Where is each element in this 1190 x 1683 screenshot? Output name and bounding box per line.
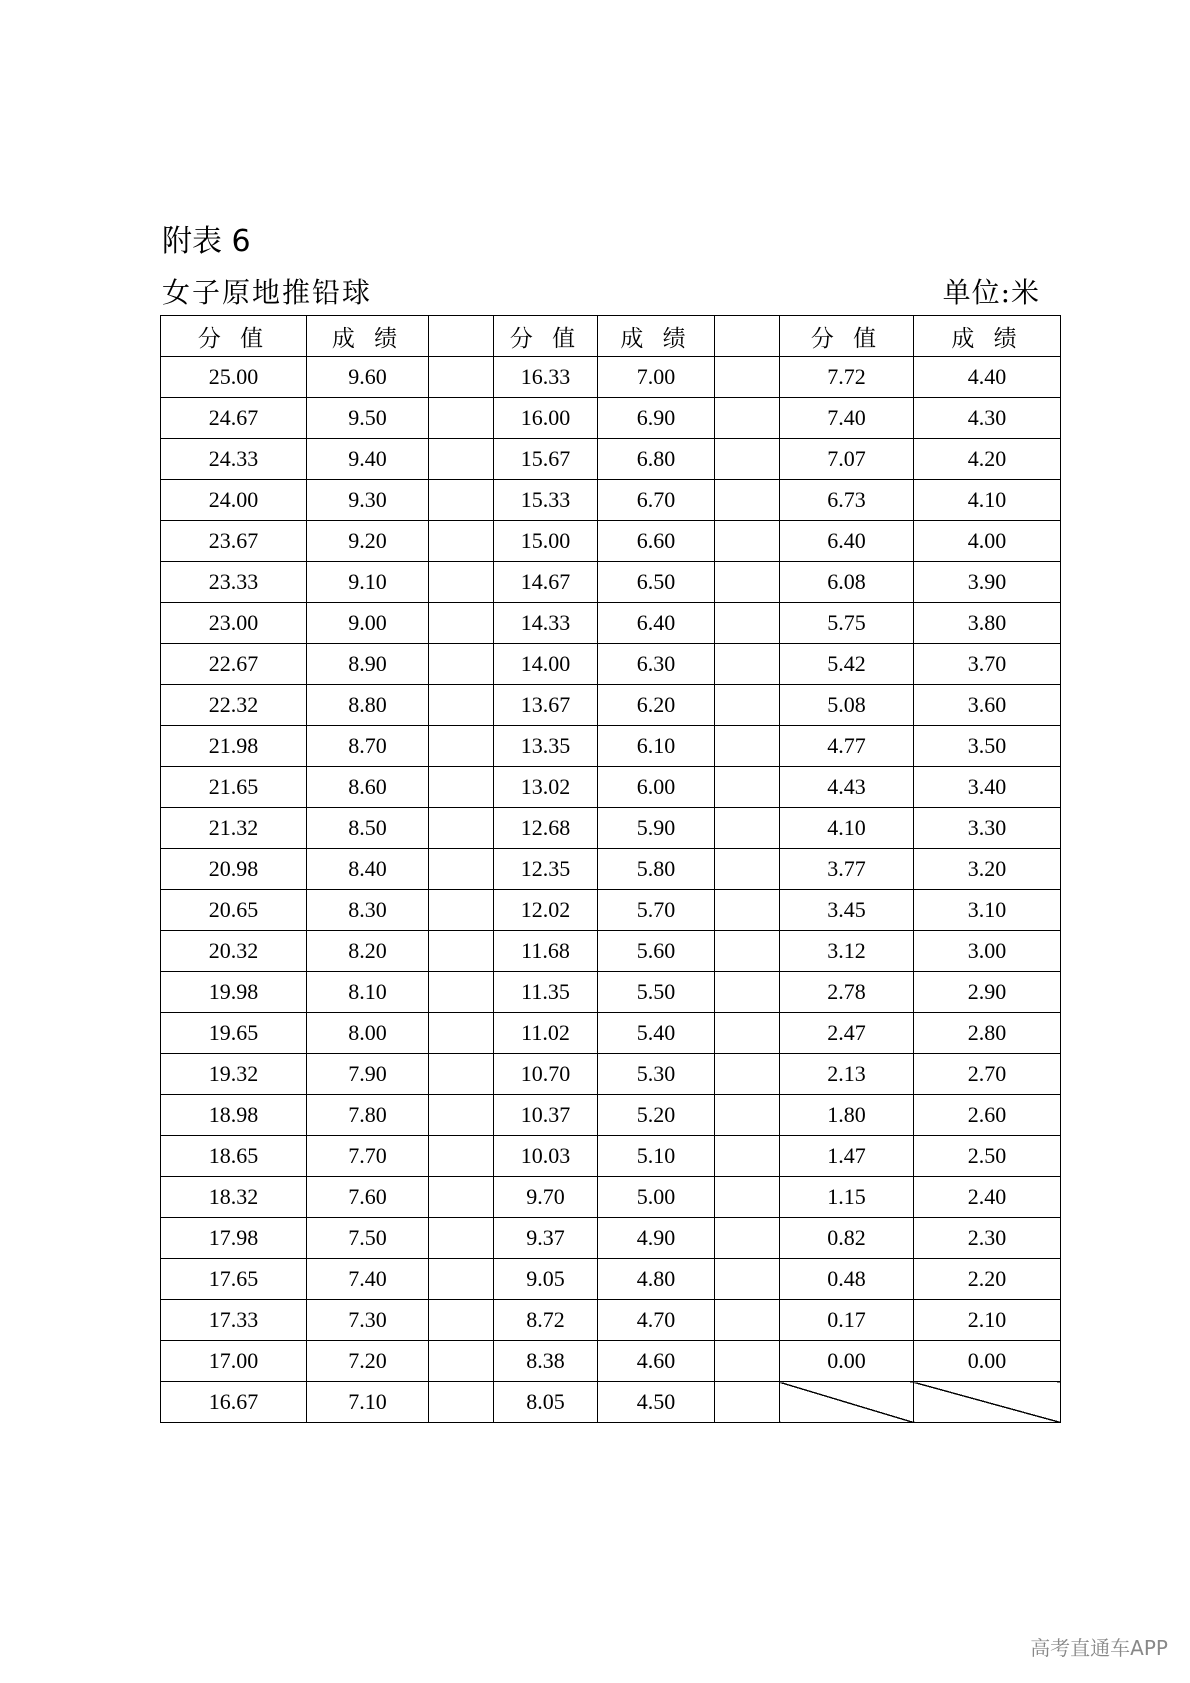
empty-diagonal-cell <box>780 1382 914 1423</box>
column-gap <box>429 931 494 972</box>
header-score: 分 值 <box>780 316 914 357</box>
score-cell: 2.13 <box>780 1054 914 1095</box>
score-cell: 24.67 <box>161 398 307 439</box>
table-row <box>161 644 1061 685</box>
result-cell: 4.00 <box>914 521 1061 562</box>
score-cell: 12.68 <box>494 808 598 849</box>
column-gap <box>715 726 780 767</box>
result-cell: 7.90 <box>307 1054 429 1095</box>
score-cell: 9.05 <box>494 1259 598 1300</box>
table-row <box>161 398 1061 439</box>
score-cell: 10.03 <box>494 1136 598 1177</box>
score-cell: 1.80 <box>780 1095 914 1136</box>
score-cell: 21.65 <box>161 767 307 808</box>
table-row <box>161 357 1061 398</box>
result-cell: 7.30 <box>307 1300 429 1341</box>
column-gap <box>429 562 494 603</box>
score-cell: 12.35 <box>494 849 598 890</box>
score-cell: 10.37 <box>494 1095 598 1136</box>
result-cell: 7.70 <box>307 1136 429 1177</box>
result-cell: 5.80 <box>598 849 715 890</box>
result-cell: 2.50 <box>914 1136 1061 1177</box>
column-gap <box>429 1300 494 1341</box>
result-cell: 8.40 <box>307 849 429 890</box>
result-cell: 2.40 <box>914 1177 1061 1218</box>
score-cell: 18.98 <box>161 1095 307 1136</box>
result-cell: 5.60 <box>598 931 715 972</box>
result-cell: 2.10 <box>914 1300 1061 1341</box>
score-cell: 16.67 <box>161 1382 307 1423</box>
column-gap <box>429 767 494 808</box>
table-row <box>161 808 1061 849</box>
table-row <box>161 767 1061 808</box>
score-cell: 11.35 <box>494 972 598 1013</box>
column-gap <box>715 1095 780 1136</box>
result-cell: 2.20 <box>914 1259 1061 1300</box>
result-cell: 2.70 <box>914 1054 1061 1095</box>
result-cell: 4.60 <box>598 1341 715 1382</box>
score-cell: 18.32 <box>161 1177 307 1218</box>
score-cell: 15.33 <box>494 480 598 521</box>
score-cell: 8.38 <box>494 1341 598 1382</box>
score-cell: 0.48 <box>780 1259 914 1300</box>
watermark: 高考直通车APP <box>1030 1636 1168 1660</box>
column-gap <box>715 480 780 521</box>
result-cell: 9.60 <box>307 357 429 398</box>
score-table <box>160 315 1061 1423</box>
table-row <box>161 1095 1061 1136</box>
score-cell: 23.67 <box>161 521 307 562</box>
result-cell: 9.30 <box>307 480 429 521</box>
table-row <box>161 480 1061 521</box>
column-gap <box>429 357 494 398</box>
result-cell: 9.00 <box>307 603 429 644</box>
column-gap <box>715 603 780 644</box>
column-gap <box>429 316 494 357</box>
column-gap <box>715 1177 780 1218</box>
score-cell: 7.72 <box>780 357 914 398</box>
score-cell: 16.00 <box>494 398 598 439</box>
header-result: 成 绩 <box>307 316 429 357</box>
score-cell: 16.33 <box>494 357 598 398</box>
score-cell: 23.33 <box>161 562 307 603</box>
result-cell: 9.40 <box>307 439 429 480</box>
score-cell: 15.67 <box>494 439 598 480</box>
table-row <box>161 726 1061 767</box>
column-gap <box>715 685 780 726</box>
result-cell: 4.10 <box>914 480 1061 521</box>
score-cell: 7.40 <box>780 398 914 439</box>
column-gap <box>715 1382 780 1423</box>
result-cell: 9.50 <box>307 398 429 439</box>
column-gap <box>715 1013 780 1054</box>
score-cell: 10.70 <box>494 1054 598 1095</box>
score-cell: 14.33 <box>494 603 598 644</box>
column-gap <box>715 890 780 931</box>
score-cell: 3.12 <box>780 931 914 972</box>
score-cell: 0.82 <box>780 1218 914 1259</box>
result-cell: 6.60 <box>598 521 715 562</box>
table-row <box>161 890 1061 931</box>
result-cell: 8.30 <box>307 890 429 931</box>
result-cell: 2.60 <box>914 1095 1061 1136</box>
score-cell: 4.43 <box>780 767 914 808</box>
result-cell: 6.70 <box>598 480 715 521</box>
score-cell: 12.02 <box>494 890 598 931</box>
column-gap <box>429 439 494 480</box>
column-gap <box>429 1341 494 1382</box>
result-cell: 3.40 <box>914 767 1061 808</box>
table-row <box>161 1259 1061 1300</box>
score-cell: 1.15 <box>780 1177 914 1218</box>
header-result: 成 绩 <box>914 316 1061 357</box>
page-heading: 附表 6 <box>162 224 251 259</box>
result-cell: 9.20 <box>307 521 429 562</box>
score-cell: 23.00 <box>161 603 307 644</box>
result-cell: 5.10 <box>598 1136 715 1177</box>
table-row <box>161 1218 1061 1259</box>
column-gap <box>429 521 494 562</box>
column-gap <box>429 726 494 767</box>
result-cell: 7.00 <box>598 357 715 398</box>
column-gap <box>429 808 494 849</box>
score-cell: 22.67 <box>161 644 307 685</box>
table-row <box>161 1013 1061 1054</box>
score-cell: 17.33 <box>161 1300 307 1341</box>
score-cell: 9.37 <box>494 1218 598 1259</box>
table-row <box>161 439 1061 480</box>
score-cell: 20.98 <box>161 849 307 890</box>
result-cell: 4.30 <box>914 398 1061 439</box>
result-cell: 8.60 <box>307 767 429 808</box>
score-cell: 2.47 <box>780 1013 914 1054</box>
column-gap <box>715 644 780 685</box>
result-cell: 7.80 <box>307 1095 429 1136</box>
column-gap <box>715 931 780 972</box>
result-cell: 3.50 <box>914 726 1061 767</box>
result-cell: 6.90 <box>598 398 715 439</box>
result-cell: 4.90 <box>598 1218 715 1259</box>
score-cell: 8.05 <box>494 1382 598 1423</box>
score-cell: 19.65 <box>161 1013 307 1054</box>
column-gap <box>715 1341 780 1382</box>
result-cell: 3.10 <box>914 890 1061 931</box>
column-gap <box>429 1177 494 1218</box>
result-cell: 7.60 <box>307 1177 429 1218</box>
score-cell: 24.00 <box>161 480 307 521</box>
score-cell: 24.33 <box>161 439 307 480</box>
result-cell: 9.10 <box>307 562 429 603</box>
column-gap <box>715 1054 780 1095</box>
result-cell: 4.80 <box>598 1259 715 1300</box>
score-cell: 6.08 <box>780 562 914 603</box>
score-cell: 5.08 <box>780 685 914 726</box>
score-cell: 20.65 <box>161 890 307 931</box>
column-gap <box>429 1259 494 1300</box>
result-cell: 8.20 <box>307 931 429 972</box>
result-cell: 6.50 <box>598 562 715 603</box>
column-gap <box>429 890 494 931</box>
column-gap <box>715 1259 780 1300</box>
result-cell: 6.10 <box>598 726 715 767</box>
score-cell: 11.02 <box>494 1013 598 1054</box>
result-cell: 8.70 <box>307 726 429 767</box>
column-gap <box>429 398 494 439</box>
score-cell: 1.47 <box>780 1136 914 1177</box>
result-cell: 7.40 <box>307 1259 429 1300</box>
table-row <box>161 849 1061 890</box>
column-gap <box>429 849 494 890</box>
score-cell: 3.77 <box>780 849 914 890</box>
score-cell: 6.40 <box>780 521 914 562</box>
result-cell: 4.40 <box>914 357 1061 398</box>
empty-diagonal-cell <box>914 1382 1061 1423</box>
column-gap <box>715 316 780 357</box>
score-cell: 15.00 <box>494 521 598 562</box>
table-body <box>161 357 1061 1423</box>
result-cell: 3.60 <box>914 685 1061 726</box>
table-row <box>161 1382 1061 1423</box>
column-gap <box>715 439 780 480</box>
column-gap <box>715 1136 780 1177</box>
column-gap <box>429 644 494 685</box>
result-cell: 5.70 <box>598 890 715 931</box>
result-cell: 5.90 <box>598 808 715 849</box>
score-cell: 13.35 <box>494 726 598 767</box>
result-cell: 3.90 <box>914 562 1061 603</box>
table-row <box>161 972 1061 1013</box>
result-cell: 2.30 <box>914 1218 1061 1259</box>
header-result: 成 绩 <box>598 316 715 357</box>
score-cell: 13.67 <box>494 685 598 726</box>
score-cell: 17.00 <box>161 1341 307 1382</box>
score-cell: 4.10 <box>780 808 914 849</box>
score-cell: 6.73 <box>780 480 914 521</box>
column-gap <box>429 1136 494 1177</box>
score-cell: 17.65 <box>161 1259 307 1300</box>
result-cell: 7.50 <box>307 1218 429 1259</box>
score-cell: 9.70 <box>494 1177 598 1218</box>
column-gap <box>429 1013 494 1054</box>
header-score: 分 值 <box>161 316 307 357</box>
column-gap <box>429 1218 494 1259</box>
score-cell: 7.07 <box>780 439 914 480</box>
score-cell: 25.00 <box>161 357 307 398</box>
result-cell: 6.00 <box>598 767 715 808</box>
result-cell: 5.30 <box>598 1054 715 1095</box>
result-cell: 5.20 <box>598 1095 715 1136</box>
result-cell: 6.30 <box>598 644 715 685</box>
result-cell: 0.00 <box>914 1341 1061 1382</box>
result-cell: 2.90 <box>914 972 1061 1013</box>
result-cell: 8.80 <box>307 685 429 726</box>
score-cell: 3.45 <box>780 890 914 931</box>
table-row <box>161 1136 1061 1177</box>
column-gap <box>715 1218 780 1259</box>
column-gap <box>715 849 780 890</box>
column-gap <box>429 1382 494 1423</box>
score-cell: 22.32 <box>161 685 307 726</box>
result-cell: 6.20 <box>598 685 715 726</box>
column-gap <box>429 1095 494 1136</box>
score-cell: 20.32 <box>161 931 307 972</box>
score-cell: 14.00 <box>494 644 598 685</box>
result-cell: 8.00 <box>307 1013 429 1054</box>
column-gap <box>429 480 494 521</box>
table-row <box>161 1054 1061 1095</box>
result-cell: 4.50 <box>598 1382 715 1423</box>
score-cell: 4.77 <box>780 726 914 767</box>
score-cell: 0.17 <box>780 1300 914 1341</box>
table-row <box>161 1341 1061 1382</box>
column-gap <box>715 357 780 398</box>
result-cell: 4.20 <box>914 439 1061 480</box>
column-gap <box>715 972 780 1013</box>
table-row <box>161 931 1061 972</box>
unit-label: 单位:米 <box>942 276 1040 309</box>
result-cell: 8.10 <box>307 972 429 1013</box>
table-title: 女子原地推铅球 <box>162 276 373 309</box>
column-gap <box>715 767 780 808</box>
score-cell: 21.32 <box>161 808 307 849</box>
column-gap <box>429 685 494 726</box>
result-cell: 3.00 <box>914 931 1061 972</box>
score-cell: 5.75 <box>780 603 914 644</box>
table-row <box>161 521 1061 562</box>
score-cell: 21.98 <box>161 726 307 767</box>
result-cell: 4.70 <box>598 1300 715 1341</box>
column-gap <box>715 1300 780 1341</box>
score-cell: 19.98 <box>161 972 307 1013</box>
table-row <box>161 685 1061 726</box>
result-cell: 3.80 <box>914 603 1061 644</box>
score-cell: 5.42 <box>780 644 914 685</box>
score-cell: 2.78 <box>780 972 914 1013</box>
result-cell: 5.00 <box>598 1177 715 1218</box>
result-cell: 2.80 <box>914 1013 1061 1054</box>
table-row <box>161 603 1061 644</box>
result-cell: 8.50 <box>307 808 429 849</box>
table-row <box>161 562 1061 603</box>
score-cell: 8.72 <box>494 1300 598 1341</box>
result-cell: 3.30 <box>914 808 1061 849</box>
column-gap <box>715 562 780 603</box>
result-cell: 5.50 <box>598 972 715 1013</box>
column-gap <box>429 972 494 1013</box>
score-cell: 18.65 <box>161 1136 307 1177</box>
result-cell: 8.90 <box>307 644 429 685</box>
result-cell: 7.20 <box>307 1341 429 1382</box>
score-cell: 11.68 <box>494 931 598 972</box>
header-score: 分 值 <box>494 316 598 357</box>
column-gap <box>429 1054 494 1095</box>
result-cell: 3.20 <box>914 849 1061 890</box>
result-cell: 7.10 <box>307 1382 429 1423</box>
table-row <box>161 1300 1061 1341</box>
column-gap <box>715 808 780 849</box>
result-cell: 6.80 <box>598 439 715 480</box>
score-cell: 13.02 <box>494 767 598 808</box>
result-cell: 6.40 <box>598 603 715 644</box>
result-cell: 5.40 <box>598 1013 715 1054</box>
header-row <box>161 316 1061 357</box>
column-gap <box>715 398 780 439</box>
score-cell: 17.98 <box>161 1218 307 1259</box>
table-row <box>161 1177 1061 1218</box>
column-gap <box>429 603 494 644</box>
score-cell: 14.67 <box>494 562 598 603</box>
score-cell: 19.32 <box>161 1054 307 1095</box>
score-cell: 0.00 <box>780 1341 914 1382</box>
column-gap <box>715 521 780 562</box>
result-cell: 3.70 <box>914 644 1061 685</box>
